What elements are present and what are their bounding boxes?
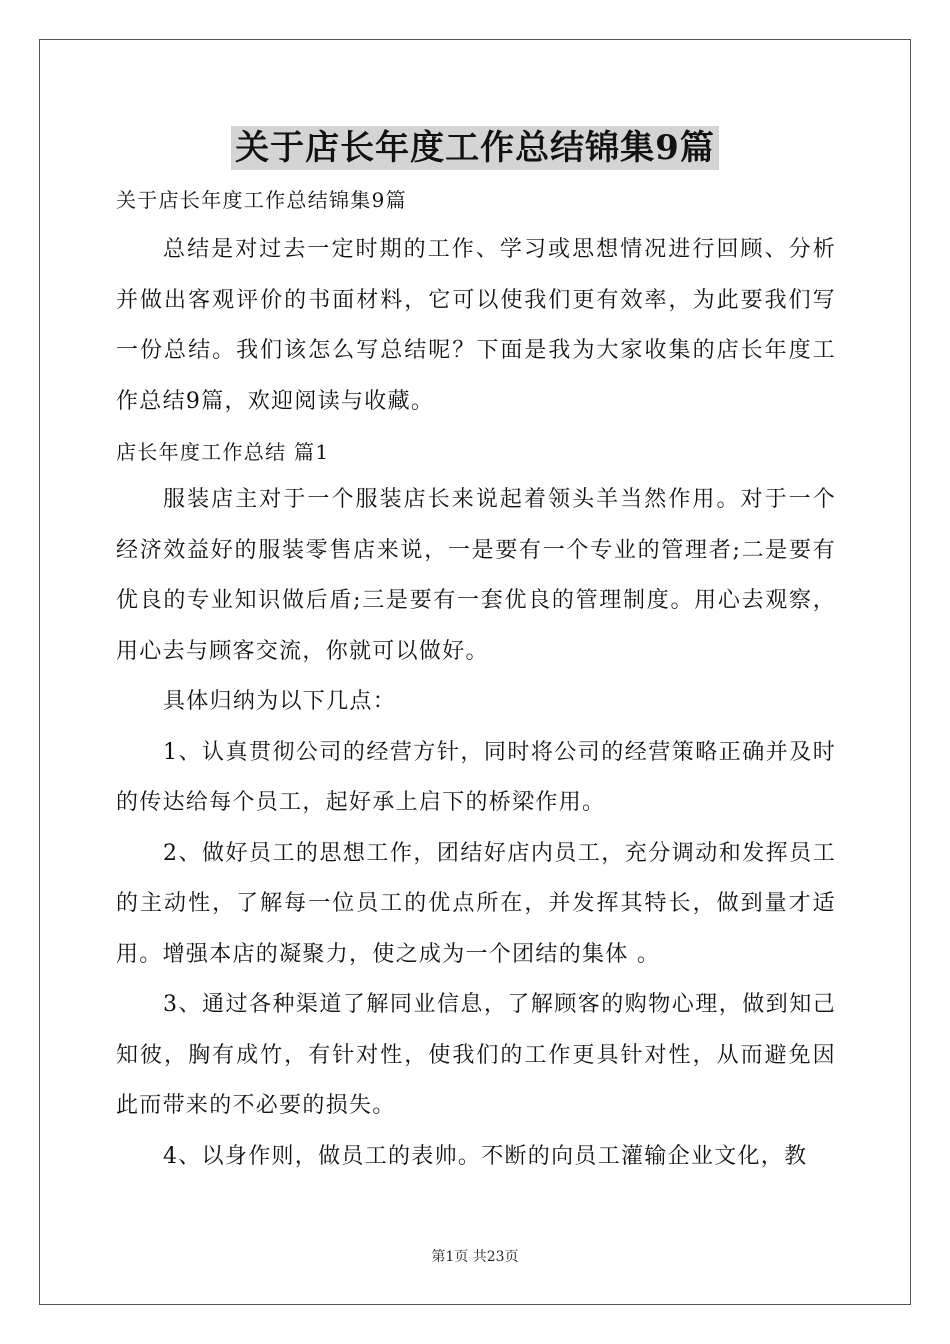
list-item-4: 4、以身作则，做员工的表帅。不断的向员工灌输企业文化，教 [163,1143,808,1169]
body-paragraph: 服装店主对于一个服装店长来说起着领头羊当然作用。对于一个经济效益好的服装零售店来说，一是要有一个专业的管理者;二是要有优良的专业知识做后盾;三是要有一套优良的管理制度。用心去观察，用心去与顾客交流，你就可以做好。 [116,487,836,664]
document-title: 关于店长年度工作总结锦集9篇 [231,126,719,170]
document-body [116,183,836,1182]
document-subtitle: 关于店长年度工作总结锦集9篇 [116,188,407,212]
list-item-3: 3、通过各种渠道了解同业信息，了解顾客的购物心理，做到知己知彼，胸有成竹，有针对性，使我们的工作更具针对性，从而避免因此而带来的不必要的损失。 [116,992,836,1118]
intro-paragraph: 总结是对过去一定时期的工作、学习或思想情况进行回顾、分析并做出客观评价的书面材料，它可以使我们更有效率，为此要我们写一份总结。我们该怎么写总结呢？下面是我为大家收集的店长年度工作总结9篇，欢迎阅读与收藏。 [116,237,836,414]
page-footer: 第1页 共23页 [431,1249,519,1265]
list-item-2: 2、做好员工的思想工作，团结好店内员工，充分调动和发挥员工的主动性，了解每一位员工的优点所在，并发挥其特长，做到量才适用。增强本店的凝聚力，使之成为一个团结的集体 。 [116,840,836,967]
title-area [0,126,950,170]
list-item-1: 1、认真贯彻公司的经营方针，同时将公司的经营策略正确并及时的传达给每个员工，起好承上启下的桥梁作用。 [116,739,836,815]
section-heading: 店长年度工作总结 篇1 [116,440,330,464]
body-paragraph: 具体归纳为以下几点： [163,689,397,714]
